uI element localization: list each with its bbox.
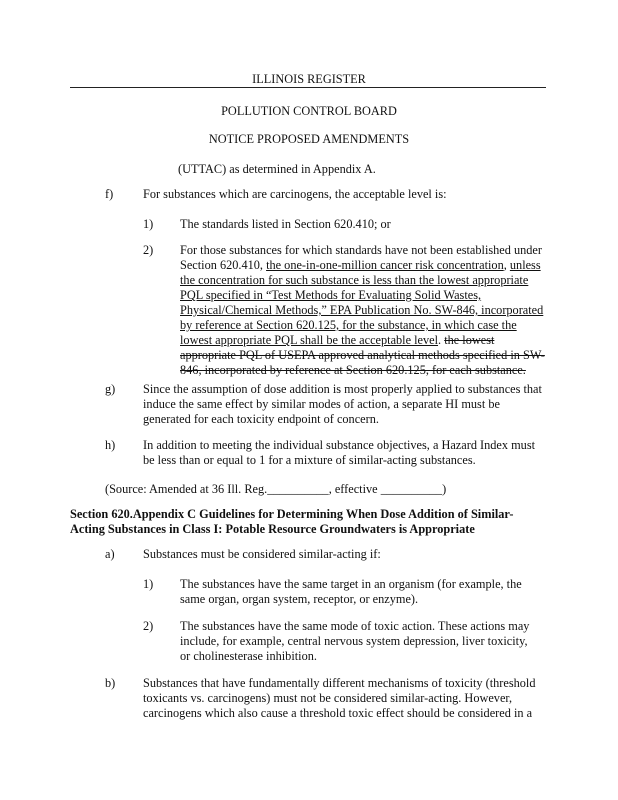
item-f2-label: 2) <box>143 243 154 257</box>
source-line: (Source: Amended at 36 Ill. Reg.__________, effective __________) <box>105 482 447 496</box>
item-a1-text: The substances have the same target in an organism (for example, the same organ, organ system, receptor, or enzyme). <box>180 577 522 606</box>
item-a-label: a) <box>105 547 115 561</box>
board-title: POLLUTION CONTROL BOARD <box>221 104 397 118</box>
item-f2-strikethrough: the lowest appropriate PQL of USEPA approved analytical methods specified in SW-846, incorporated by reference at Section 620.125, for each substance. <box>180 333 545 377</box>
register-title: ILLINOIS REGISTER <box>252 72 366 86</box>
item-a2-text: The substances have the same mode of toxic action. These actions may include, for example, central nervous system depression, liver toxicity, or cholinesterase inhibition. <box>180 619 530 663</box>
intro-line: (UTTAC) as determined in Appendix A. <box>178 162 376 176</box>
item-f2-text <box>180 243 548 378</box>
item-g-text: Since the assumption of dose addition is most properly applied to substances that induce the same effect by similar modes of action, a separate HI must be generated for each toxicity endpoint of concern. <box>143 382 542 426</box>
item-h-text: In addition to meeting the individual substance objectives, a Hazard Index must be less than or equal to 1 for a mixture of similar-acting substances. <box>143 438 536 467</box>
item-f2-text-2: , <box>503 258 510 272</box>
item-a-text: Substances must be considered similar-acting if: <box>143 547 381 561</box>
item-f2-underline-1: the one-in-one-million cancer risk concentration <box>266 258 504 272</box>
item-b-text: Substances that have fundamentally different mechanisms of toxicity (threshold toxicants vs. carcinogens) must not be considered similar-acting. However, carcinogens which also cause a threshold toxic effect should be considered in a <box>143 676 536 720</box>
item-a2-label: 2) <box>143 619 154 633</box>
item-f1-text: The standards listed in Section 620.410; or <box>180 217 391 231</box>
item-h-label: h) <box>105 438 116 452</box>
header-rule <box>70 87 546 88</box>
item-g-label: g) <box>105 382 116 396</box>
item-f1-label: 1) <box>143 217 154 231</box>
item-f2-underline-2: unless the concentration for such substance is less than the lowest appropriate PQL specified in “Test Methods for Evaluating Solid Wastes, Physical/Chemical Methods,” EPA Publication No. SW-846, incorporated by reference at Section 620.125, for the substance, in which case the lowest appropriate PQL shall be the acceptable level <box>180 258 544 347</box>
section-heading: Section 620.Appendix C Guidelines for Determining When Dose Addition of Similar-Acting Substances in Class I: Potable Resource Groundwaters is Appropriate <box>70 507 514 536</box>
item-f-label: f) <box>105 187 114 201</box>
item-a1-label: 1) <box>143 577 154 591</box>
notice-title: NOTICE PROPOSED AMENDMENTS <box>208 132 410 146</box>
item-f-text: For substances which are carcinogens, the acceptable level is: <box>143 187 447 201</box>
item-f2-text-1: For those substances for which standards have not been established under Section 620.410, <box>180 243 542 272</box>
item-b-label: b) <box>105 676 116 690</box>
item-f2-text-3: . <box>438 333 445 347</box>
